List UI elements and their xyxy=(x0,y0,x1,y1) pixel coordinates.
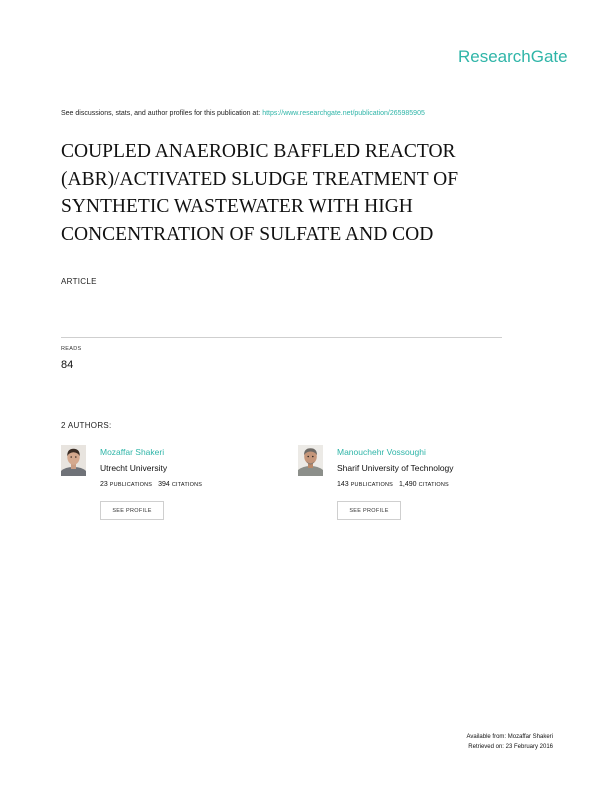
author-name-link[interactable]: Mozaffar Shakeri xyxy=(100,447,165,457)
discussion-link-line xyxy=(61,110,425,117)
person-photo-icon xyxy=(298,445,323,476)
retrieved-on-text: Retrieved on: 23 February 2016 xyxy=(468,744,553,750)
publication-title xyxy=(61,138,531,248)
title-line: SYNTHETIC WASTEWATER WITH HIGH xyxy=(61,196,413,217)
citations-count: 394 xyxy=(158,481,170,488)
author-institution: Utrecht University xyxy=(100,463,168,473)
person-photo-icon xyxy=(61,445,86,476)
publications-count: 23 xyxy=(100,481,108,488)
see-profile-button[interactable]: SEE PROFILE xyxy=(337,501,401,520)
reads-label: READS xyxy=(61,346,82,352)
citations-count: 1,490 xyxy=(399,481,417,488)
researchgate-logo[interactable]: ResearchGate xyxy=(458,47,568,66)
publications-label: PUBLICATIONS xyxy=(350,482,394,488)
reads-count: 84 xyxy=(61,359,74,371)
publications-count: 143 xyxy=(337,481,349,488)
publications-label: PUBLICATIONS xyxy=(109,482,153,488)
available-from-text: Available from: Mozaffar Shakeri xyxy=(466,734,553,740)
author-stats xyxy=(100,481,208,488)
author-institution: Sharif University of Technology xyxy=(337,463,454,473)
authors-heading: 2 AUTHORS: xyxy=(61,421,112,430)
divider xyxy=(61,337,502,338)
publication-type: ARTICLE xyxy=(61,277,97,286)
author-stats xyxy=(337,481,455,488)
title-line: CONCENTRATION OF SULFATE AND COD xyxy=(61,223,434,245)
author-avatar[interactable] xyxy=(61,445,86,476)
title-line: COUPLED ANAEROBIC BAFFLED REACTOR xyxy=(61,141,456,162)
see-discussions-text: See discussions, stats, and author profiles for this publication at: xyxy=(61,110,261,117)
citations-label: CITATIONS xyxy=(171,482,203,488)
title-line: (ABR)/ACTIVATED SLUDGE TREATMENT OF xyxy=(61,168,459,190)
author-avatar[interactable] xyxy=(298,445,323,476)
see-profile-button[interactable]: SEE PROFILE xyxy=(100,501,164,520)
publication-url-link[interactable]: https://www.researchgate.net/publication/265985905 xyxy=(262,110,425,117)
citations-label: CITATIONS xyxy=(418,482,449,488)
author-name-link[interactable]: Manouchehr Vossoughi xyxy=(337,447,426,457)
